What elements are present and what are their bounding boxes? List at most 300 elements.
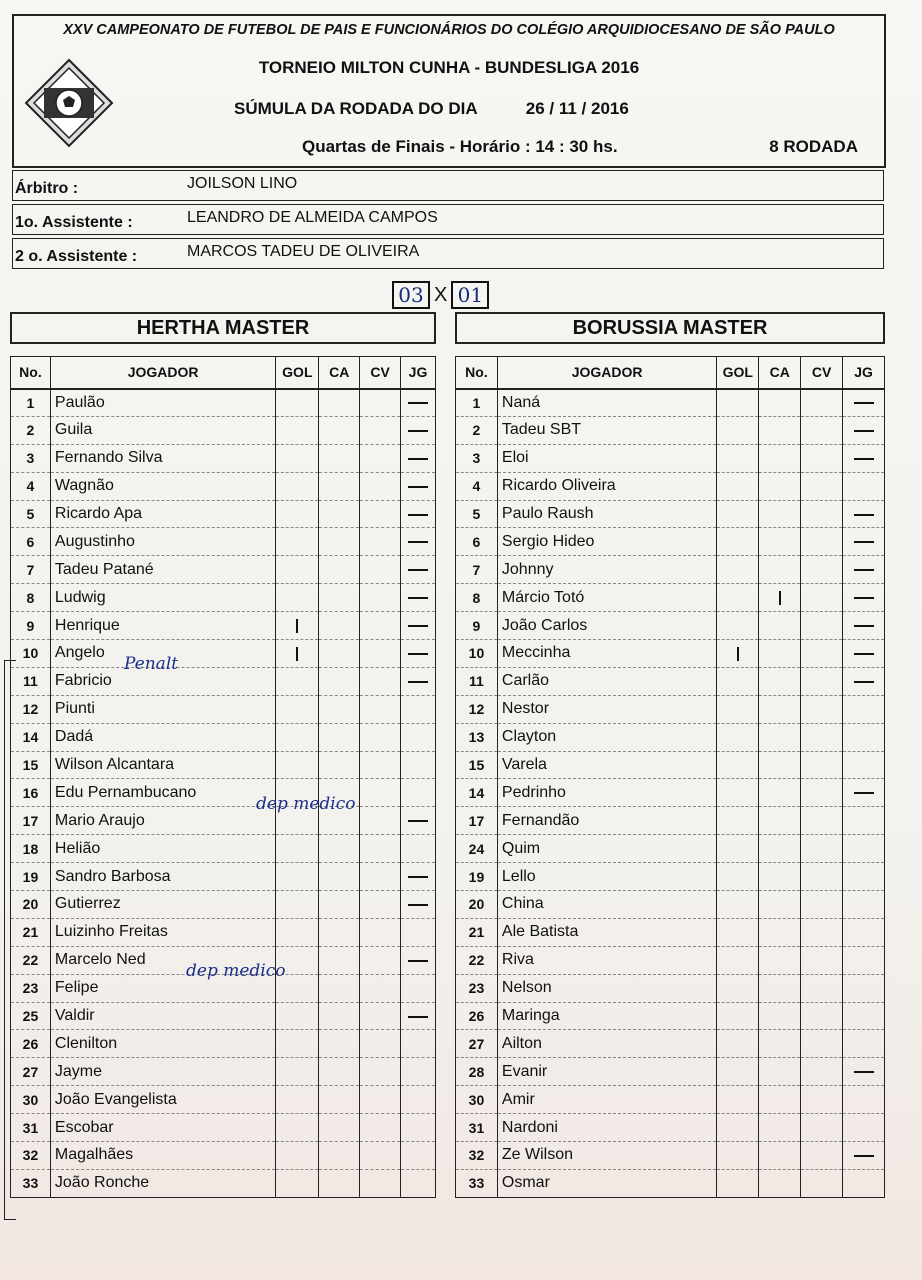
jg-cell [401,695,436,723]
table-row [456,723,885,751]
ca-cell [319,1002,360,1030]
player-number: 4 [456,472,498,500]
player-number: 1 [456,389,498,417]
cv-cell [801,612,843,640]
ca-cell [319,389,360,417]
player-number: 27 [11,1058,51,1086]
official-assistant-2 [12,238,884,269]
table-row [456,974,885,1002]
col-ca: CA [759,357,801,389]
ca-cell [759,389,801,417]
jg-cell [843,612,885,640]
col-ca: CA [319,357,360,389]
cv-cell [360,779,401,807]
player-name: Piunti [50,695,276,723]
cv-cell [801,500,843,528]
jg-cell [843,835,885,863]
player-number: 15 [11,751,51,779]
table-row [11,723,436,751]
player-number: 6 [456,528,498,556]
jg-cell [843,1169,885,1197]
player-name: Edu Pernambucano [50,779,276,807]
player-number: 27 [456,1030,498,1058]
ca-cell [319,1086,360,1114]
gol-cell [717,1086,759,1114]
ca-cell [319,723,360,751]
cv-cell [801,835,843,863]
table-row [456,472,885,500]
score-separator: X [434,283,448,306]
cv-cell [801,416,843,444]
gol-cell [276,891,319,919]
gol-cell [276,640,319,668]
gol-cell [276,556,319,584]
ca-cell [759,723,801,751]
cv-cell [360,389,401,417]
table-row [11,500,436,528]
jg-cell [843,779,885,807]
played-dash-mark [408,458,428,460]
gol-cell [717,416,759,444]
cv-cell [801,1114,843,1142]
player-number: 31 [11,1114,51,1142]
played-dash-mark [854,402,874,404]
ca-cell [319,891,360,919]
col-player: JOGADOR [497,357,716,389]
cv-cell [801,584,843,612]
gol-cell [276,584,319,612]
gol-cell [717,723,759,751]
table-row [11,751,436,779]
player-number: 30 [456,1086,498,1114]
gol-cell [717,779,759,807]
player-name: Fernandão [497,807,716,835]
played-dash-mark [854,597,874,599]
cv-cell [360,1030,401,1058]
ca-cell [319,863,360,891]
official-assistant-1 [12,204,884,235]
player-number: 8 [11,584,51,612]
player-name: Dadá [50,723,276,751]
gol-cell [717,1142,759,1170]
player-name: Fabricio [50,667,276,695]
cv-cell [801,1169,843,1197]
table-row [11,528,436,556]
ca-cell [759,500,801,528]
cv-cell [801,472,843,500]
header-box [12,14,886,168]
jg-cell [843,946,885,974]
played-dash-mark [408,876,428,878]
ca-cell [759,974,801,1002]
played-dash-mark [854,430,874,432]
handwritten-bracket [4,660,16,1220]
player-number: 23 [456,974,498,1002]
jg-cell [401,389,436,417]
jg-cell [843,918,885,946]
table-row [11,1030,436,1058]
gol-cell [717,472,759,500]
player-name: Gutierrez [50,891,276,919]
ca-cell [759,612,801,640]
table-row [456,584,885,612]
gol-cell [717,1058,759,1086]
played-dash-mark [854,1071,874,1073]
played-dash-mark [854,514,874,516]
jg-cell [843,807,885,835]
ca-cell [759,416,801,444]
player-name: Ailton [497,1030,716,1058]
cv-cell [360,500,401,528]
played-dash-mark [854,792,874,794]
gol-cell [717,918,759,946]
gol-cell [717,835,759,863]
player-name: Ricardo Apa [50,500,276,528]
table-row [11,389,436,417]
gol-cell [717,1002,759,1030]
cv-cell [360,472,401,500]
handwritten-dep-note-1: dep medico [256,794,356,814]
played-dash-mark [854,625,874,627]
table-row [11,1169,436,1197]
gol-cell [276,863,319,891]
gol-cell [717,807,759,835]
player-name: Ale Batista [497,918,716,946]
player-number: 2 [11,416,51,444]
ca-cell [759,807,801,835]
ca-cell [759,918,801,946]
cv-cell [360,584,401,612]
goal-tally-mark [296,647,298,661]
gol-cell [276,416,319,444]
player-name: Fernando Silva [50,444,276,472]
player-name: Pedrinho [497,779,716,807]
player-number: 12 [456,695,498,723]
player-number: 12 [11,695,51,723]
table-header-row [11,357,436,389]
table-row [456,444,885,472]
jg-cell [401,779,436,807]
cv-cell [801,389,843,417]
jg-cell [401,528,436,556]
player-number: 7 [456,556,498,584]
jg-cell [843,389,885,417]
cv-cell [801,444,843,472]
jg-cell [401,640,436,668]
jg-cell [401,946,436,974]
player-number: 23 [11,974,51,1002]
cv-cell [801,695,843,723]
player-number: 1 [11,389,51,417]
jg-cell [401,835,436,863]
jg-cell [843,556,885,584]
played-dash-mark [408,653,428,655]
table-row [456,1169,885,1197]
ca-cell [759,1142,801,1170]
player-number: 22 [456,946,498,974]
player-number: 10 [456,640,498,668]
player-name: Osmar [497,1169,716,1197]
played-dash-mark [408,514,428,516]
player-name: Angelo [50,640,276,668]
player-number: 14 [456,779,498,807]
cv-cell [360,946,401,974]
player-name: Ze Wilson [497,1142,716,1170]
jg-cell [843,444,885,472]
card-tally-mark [779,591,781,605]
table-row [11,918,436,946]
ca-cell [759,528,801,556]
played-dash-mark [408,569,428,571]
away-score: 01 [451,281,489,309]
player-name: Clenilton [50,1030,276,1058]
ca-cell [759,556,801,584]
table-row [11,472,436,500]
player-name: Varela [497,751,716,779]
table-row [456,863,885,891]
table-row [11,416,436,444]
ca-cell [319,1030,360,1058]
table-row [456,556,885,584]
jg-cell [843,1114,885,1142]
col-gol: GOL [276,357,319,389]
cv-cell [360,918,401,946]
gol-cell [717,584,759,612]
player-name: Nardoni [497,1114,716,1142]
jg-cell [843,863,885,891]
player-number: 32 [11,1142,51,1170]
jg-cell [401,891,436,919]
jg-cell [843,891,885,919]
gol-cell [276,695,319,723]
table-row [11,695,436,723]
player-number: 11 [11,667,51,695]
cv-cell [801,667,843,695]
player-number: 15 [456,751,498,779]
player-number: 10 [11,640,51,668]
cv-cell [360,640,401,668]
player-name: China [497,891,716,919]
ca-cell [759,779,801,807]
jg-cell [401,444,436,472]
player-name: Tadeu SBT [497,416,716,444]
played-dash-mark [408,1016,428,1018]
col-cv: CV [801,357,843,389]
table-row [456,667,885,695]
col-jg: JG [843,357,885,389]
jg-cell [401,1169,436,1197]
gol-cell [276,472,319,500]
jg-cell [843,416,885,444]
table-row [456,695,885,723]
cv-cell [801,863,843,891]
player-number: 26 [456,1002,498,1030]
player-number: 31 [456,1114,498,1142]
gol-cell [717,444,759,472]
jg-cell [401,556,436,584]
player-number: 19 [456,863,498,891]
tournament-title: TORNEIO MILTON CUNHA - BUNDESLIGA 2016 [258,58,640,77]
table-row [11,640,436,668]
jg-cell [843,751,885,779]
player-number: 33 [456,1169,498,1197]
table-row [11,835,436,863]
gol-cell [276,1114,319,1142]
ca-cell [319,918,360,946]
gol-cell [276,723,319,751]
jg-cell [843,640,885,668]
away-roster-table [455,356,885,1198]
jg-cell [843,584,885,612]
gol-cell [276,1142,319,1170]
match-date: 26 / 11 / 2016 [525,99,629,118]
player-name: Naná [497,389,716,417]
jg-cell [843,1086,885,1114]
player-name: Márcio Totó [497,584,716,612]
cv-cell [360,974,401,1002]
played-dash-mark [854,458,874,460]
cv-cell [360,1142,401,1170]
table-row [456,640,885,668]
player-name: Jayme [50,1058,276,1086]
cv-cell [801,974,843,1002]
player-number: 2 [456,416,498,444]
player-number: 30 [11,1086,51,1114]
player-name: Felipe [50,974,276,1002]
ca-cell [759,1086,801,1114]
player-number: 16 [11,779,51,807]
jg-cell [843,500,885,528]
ca-cell [319,946,360,974]
cv-cell [360,1086,401,1114]
cv-cell [801,779,843,807]
played-dash-mark [408,820,428,822]
gol-cell [276,751,319,779]
table-row [456,946,885,974]
player-number: 28 [456,1058,498,1086]
player-name: Clayton [497,723,716,751]
gol-cell [717,667,759,695]
cv-cell [360,416,401,444]
player-number: 7 [11,556,51,584]
ca-cell [759,584,801,612]
jg-cell [843,1030,885,1058]
table-row [456,416,885,444]
ca-cell [319,1142,360,1170]
cv-cell [360,667,401,695]
table-row [11,1142,436,1170]
ca-cell [319,444,360,472]
ca-cell [319,751,360,779]
jg-cell [401,472,436,500]
played-dash-mark [408,402,428,404]
phase-time: Quartas de Finais - Horário : 14 : 30 hs. [302,137,618,156]
jg-cell [401,667,436,695]
cv-cell [360,1114,401,1142]
gol-cell [276,1169,319,1197]
ca-cell [319,835,360,863]
gol-cell [276,1086,319,1114]
jg-cell [401,416,436,444]
table-row [456,891,885,919]
jg-cell [843,1058,885,1086]
jg-cell [401,500,436,528]
table-row [456,528,885,556]
gol-cell [717,863,759,891]
player-name: Johnny [497,556,716,584]
player-name: João Evangelista [50,1086,276,1114]
player-name: Valdir [50,1002,276,1030]
gol-cell [276,500,319,528]
cv-cell [360,1169,401,1197]
player-number: 22 [11,946,51,974]
ca-cell [319,612,360,640]
played-dash-mark [408,904,428,906]
table-row [456,835,885,863]
table-row [11,584,436,612]
official-label: Árbitro : [15,180,79,197]
jg-cell [843,472,885,500]
table-row [11,612,436,640]
gol-cell [276,1002,319,1030]
jg-cell [843,695,885,723]
played-dash-mark [408,430,428,432]
ca-cell [759,695,801,723]
cv-cell [360,891,401,919]
cv-cell [360,695,401,723]
ca-cell [759,640,801,668]
player-name: Mario Araujo [50,807,276,835]
player-number: 21 [456,918,498,946]
cv-cell [801,807,843,835]
cv-cell [801,946,843,974]
played-dash-mark [854,681,874,683]
jg-cell [401,918,436,946]
cv-cell [801,751,843,779]
jg-cell [401,1086,436,1114]
jg-cell [401,584,436,612]
played-dash-mark [854,1155,874,1157]
gol-cell [276,612,319,640]
player-number: 4 [11,472,51,500]
table-row [11,556,436,584]
official-value: LEANDRO DE ALMEIDA CAMPOS [187,209,438,226]
player-name: Guila [50,416,276,444]
cv-cell [360,751,401,779]
ca-cell [759,444,801,472]
rodada: 8 RODADA [769,137,858,156]
played-dash-mark [854,653,874,655]
gol-cell [276,444,319,472]
jg-cell [843,974,885,1002]
gol-cell [717,751,759,779]
table-row [11,1002,436,1030]
table-row [456,779,885,807]
cv-cell [360,723,401,751]
played-dash-mark [408,486,428,488]
table-row [456,807,885,835]
cv-cell [360,1002,401,1030]
cv-cell [360,556,401,584]
jg-cell [401,1002,436,1030]
player-number: 9 [456,612,498,640]
gol-cell [717,1030,759,1058]
ca-cell [319,667,360,695]
player-number: 8 [456,584,498,612]
cv-cell [801,1002,843,1030]
played-dash-mark [408,681,428,683]
gol-cell [717,528,759,556]
